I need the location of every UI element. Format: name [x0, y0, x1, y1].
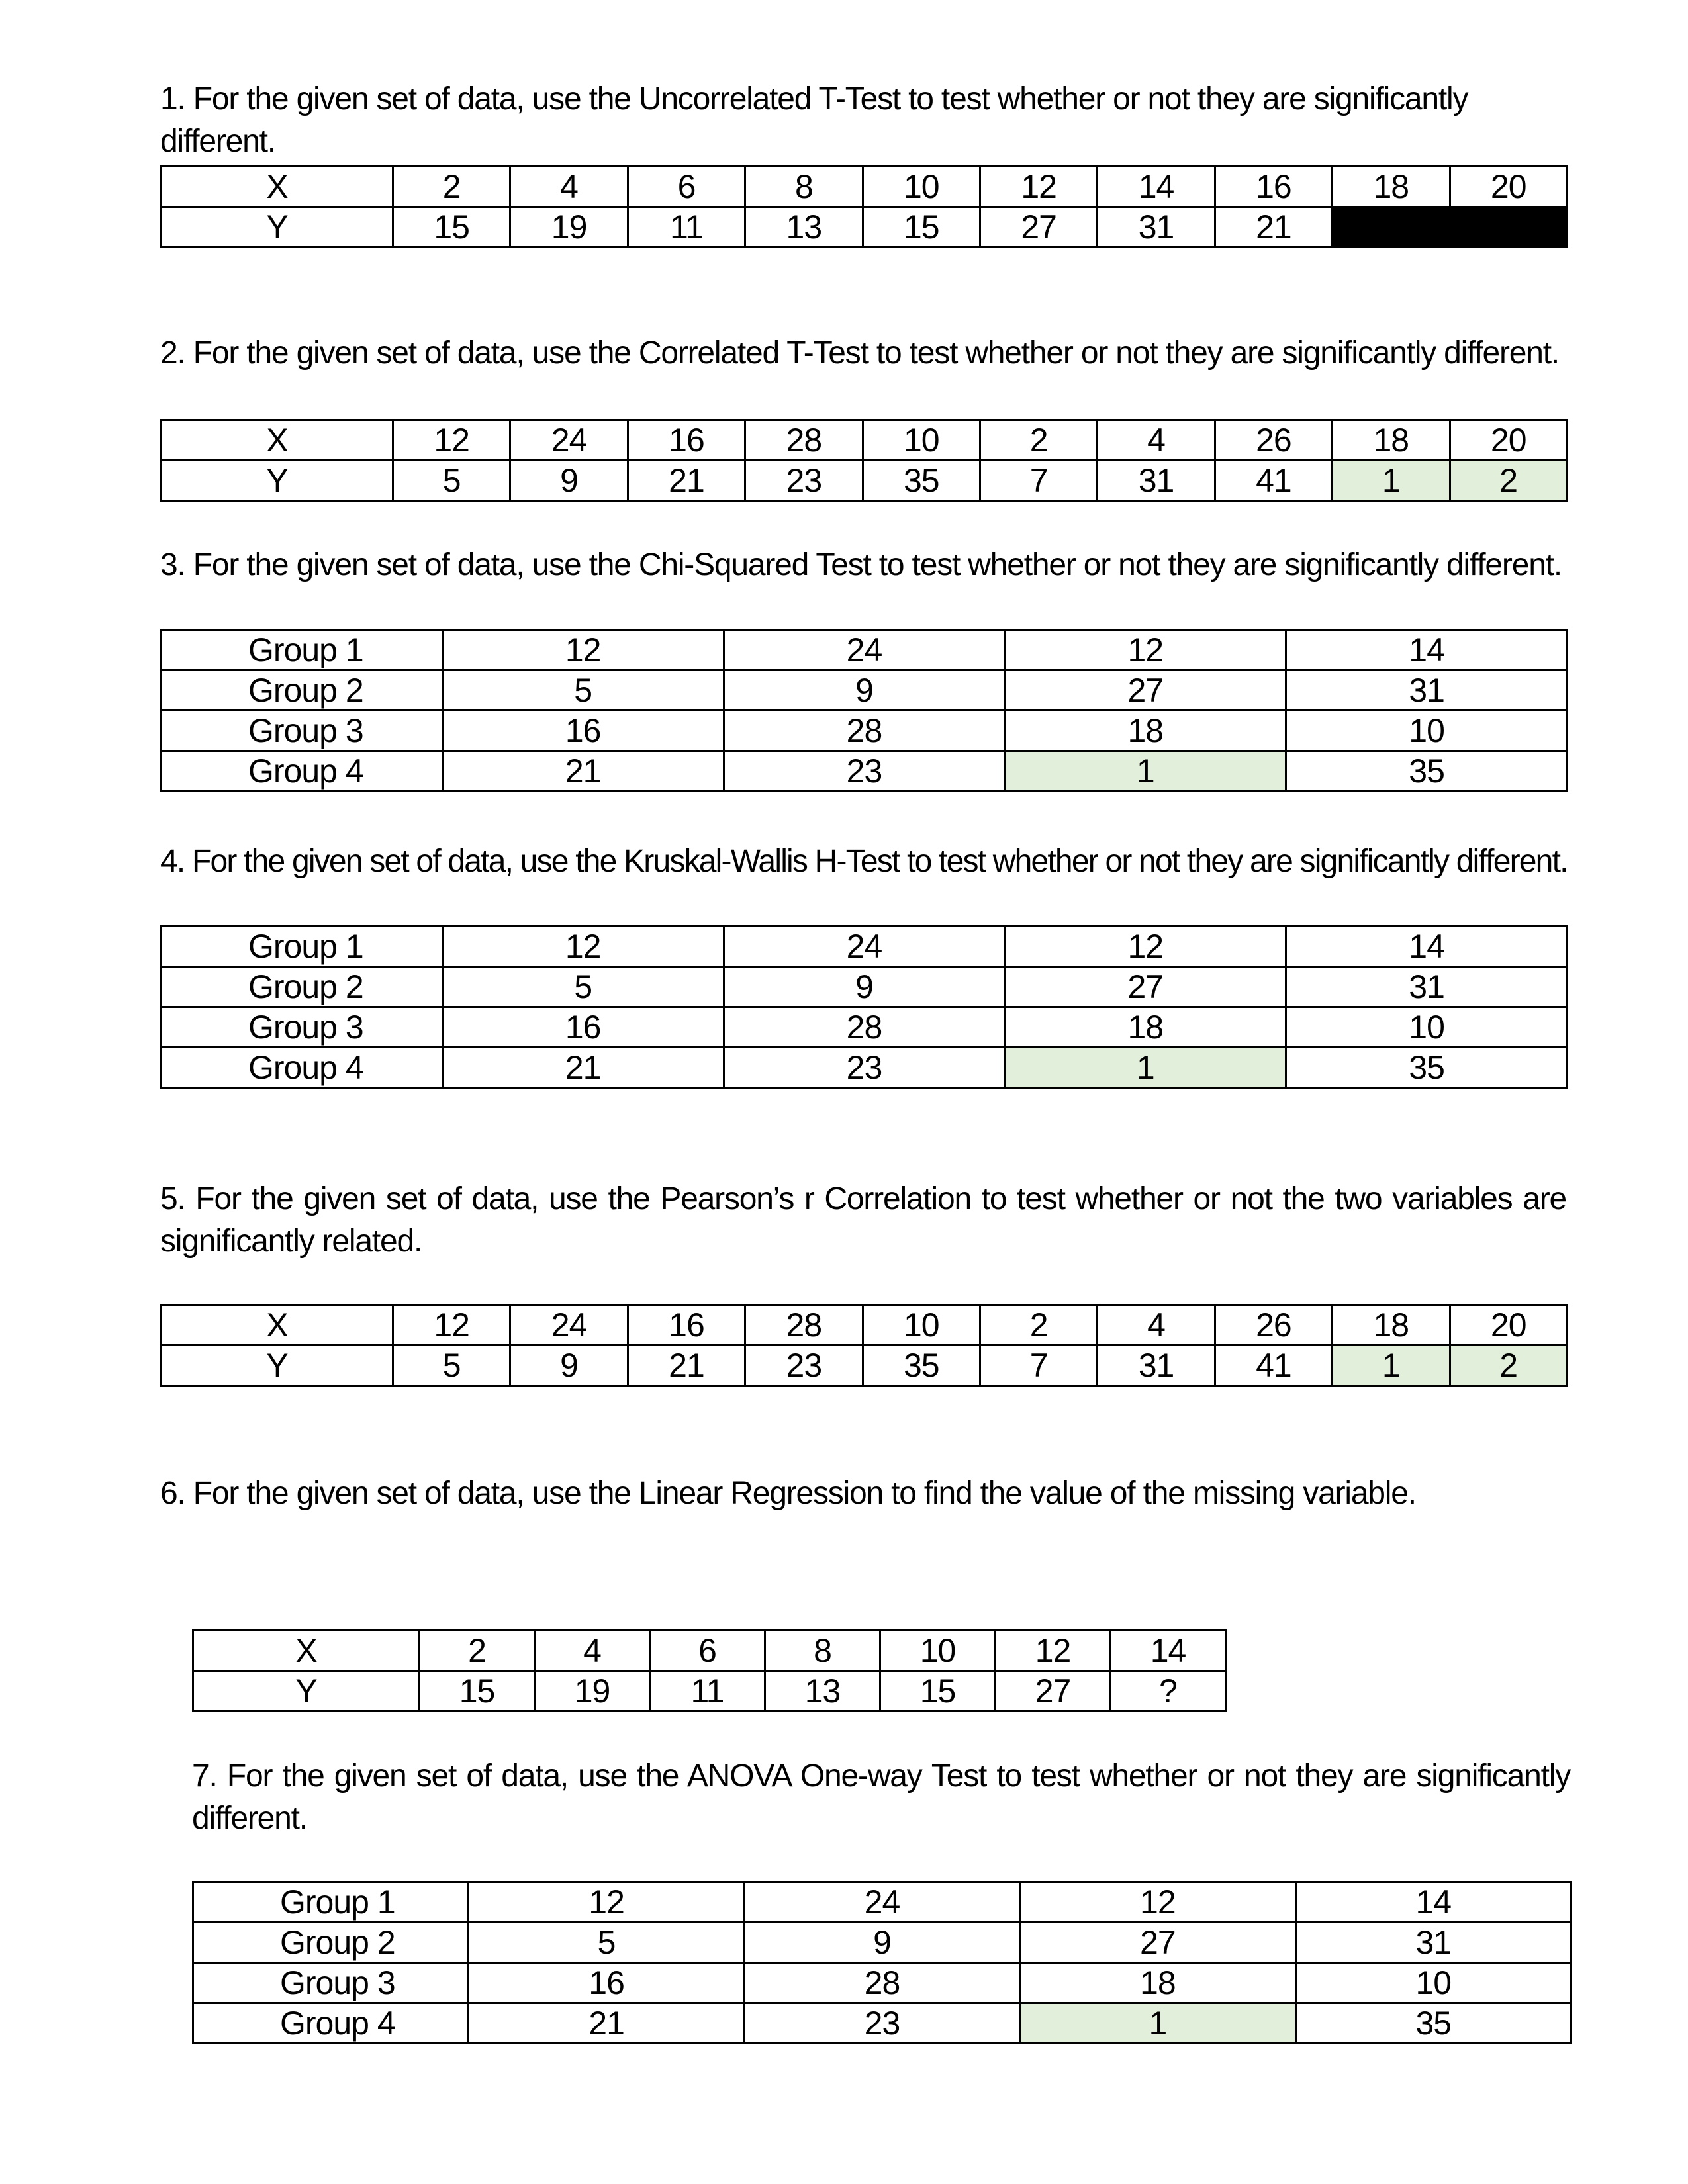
- table-cell: 26: [1215, 420, 1332, 461]
- table-row: [193, 1923, 1571, 1963]
- table-cell: 31: [1286, 967, 1568, 1007]
- table-cell: 10: [863, 420, 980, 461]
- highlighted-cell: 1: [1005, 1048, 1286, 1088]
- blacked-out-cell: [1333, 207, 1450, 248]
- table-row: [162, 711, 1568, 751]
- question-4-text: 4. For the given set of data, use the Kruskal-Wallis H-Test to test whether or not they are significantly different.: [160, 844, 1568, 879]
- table-cell: 12: [469, 1882, 744, 1923]
- table-row-x: [162, 167, 1568, 207]
- table-cell: 23: [724, 1048, 1005, 1088]
- table-cell: 23: [744, 2003, 1019, 2044]
- table-cell: 14: [1286, 630, 1568, 670]
- table-row: [193, 1963, 1571, 2003]
- table-cell: 31: [1098, 1345, 1215, 1386]
- table-cell: 15: [420, 1671, 535, 1711]
- row-label: Group 1: [162, 630, 443, 670]
- table-cell: 21: [442, 751, 724, 792]
- table-row-y: [193, 1671, 1226, 1711]
- table-cell: 12: [996, 1631, 1111, 1671]
- table-cell: 35: [1286, 1048, 1568, 1088]
- table-cell: 10: [880, 1631, 996, 1671]
- table-row: [162, 967, 1568, 1007]
- question-3-text: 3. For the given set of data, use the Chi-Squared Test to test whether or not they are significantly different.: [160, 547, 1562, 582]
- row-label: Group 2: [162, 670, 443, 711]
- table-cell: 31: [1098, 207, 1215, 248]
- table-cell: 9: [724, 670, 1005, 711]
- table-cell: 27: [996, 1671, 1111, 1711]
- row-label: Group 3: [162, 711, 443, 751]
- table-cell: 9: [744, 1923, 1019, 1963]
- table-cell: 21: [1215, 207, 1332, 248]
- table-cell: 4: [535, 1631, 650, 1671]
- table-row: [162, 630, 1568, 670]
- table-cell: 27: [1005, 670, 1286, 711]
- row-label: Group 1: [162, 927, 443, 967]
- table-cell: 27: [980, 207, 1097, 248]
- table-cell: 16: [442, 1007, 724, 1048]
- table-cell: 10: [863, 1305, 980, 1345]
- question-1-text: 1. For the given set of data, use the Uncorrelated T-Test to test whether or not they are significantly different.: [160, 81, 1468, 159]
- table-cell: 12: [393, 420, 510, 461]
- table-cell: 20: [1450, 167, 1567, 207]
- table-cell: 13: [745, 207, 863, 248]
- row-label: Group 4: [162, 1048, 443, 1088]
- table-cell: 18: [1005, 711, 1286, 751]
- table-cell: 24: [744, 1882, 1019, 1923]
- table-cell: 24: [724, 630, 1005, 670]
- table-cell: 5: [393, 1345, 510, 1386]
- table-row: [193, 1882, 1571, 1923]
- question-5-text: 5. For the given set of data, use the Pearson’s r Correlation to test whether or not the two variables are significantly related.: [160, 1181, 1566, 1259]
- table-cell: 24: [510, 420, 628, 461]
- highlighted-cell: 1: [1005, 751, 1286, 792]
- table-cell: 21: [628, 461, 745, 501]
- table-row: [162, 927, 1568, 967]
- table-row: [162, 751, 1568, 792]
- table-cell: 41: [1215, 1345, 1332, 1386]
- missing-value-cell: ?: [1111, 1671, 1226, 1711]
- table-cell: 27: [1020, 1923, 1295, 1963]
- table-cell: 31: [1098, 461, 1215, 501]
- table-row-x: [162, 1305, 1568, 1345]
- table-cell: 23: [724, 751, 1005, 792]
- table-cell: 21: [442, 1048, 724, 1088]
- table-cell: 28: [745, 1305, 863, 1345]
- row-label: Y: [162, 207, 393, 248]
- table-row-x: [162, 420, 1568, 461]
- row-label: Group 2: [193, 1923, 469, 1963]
- table-cell: 31: [1286, 670, 1568, 711]
- table-row: [162, 1007, 1568, 1048]
- table-cell: 9: [510, 461, 628, 501]
- table-cell: 6: [650, 1631, 765, 1671]
- row-label: Y: [162, 1345, 393, 1386]
- table-cell: 4: [1098, 420, 1215, 461]
- table-cell: 24: [724, 927, 1005, 967]
- table-cell: 27: [1005, 967, 1286, 1007]
- table-cell: 28: [744, 1963, 1019, 2003]
- table-cell: 35: [1286, 751, 1568, 792]
- question-2-table: [160, 419, 1568, 502]
- table-cell: 5: [442, 967, 724, 1007]
- table-cell: 15: [393, 207, 510, 248]
- table-row: [193, 2003, 1571, 2044]
- table-cell: 18: [1333, 420, 1450, 461]
- table-cell: 20: [1450, 1305, 1567, 1345]
- table-cell: 2: [980, 420, 1097, 461]
- table-cell: 16: [469, 1963, 744, 2003]
- table-cell: 10: [1295, 1963, 1571, 2003]
- table-cell: 13: [765, 1671, 880, 1711]
- table-cell: 6: [628, 167, 745, 207]
- table-cell: 4: [1098, 1305, 1215, 1345]
- table-cell: 10: [863, 167, 980, 207]
- table-cell: 5: [442, 670, 724, 711]
- table-cell: 18: [1333, 1305, 1450, 1345]
- highlighted-cell: 2: [1450, 461, 1567, 501]
- table-cell: 31: [1295, 1923, 1571, 1963]
- table-cell: 14: [1286, 927, 1568, 967]
- table-cell: 14: [1098, 167, 1215, 207]
- question-3-table: [160, 629, 1568, 792]
- table-row-y: [162, 207, 1568, 248]
- highlighted-cell: 1: [1020, 2003, 1295, 2044]
- table-cell: 11: [628, 207, 745, 248]
- row-label: Group 3: [193, 1963, 469, 2003]
- table-cell: 19: [535, 1671, 650, 1711]
- question-2-text: 2. For the given set of data, use the Correlated T-Test to test whether or not they are significantly different.: [160, 336, 1560, 371]
- table-cell: 35: [863, 1345, 980, 1386]
- table-cell: 12: [1005, 927, 1286, 967]
- table-cell: 26: [1215, 1305, 1332, 1345]
- table-cell: 9: [510, 1345, 628, 1386]
- table-cell: 18: [1333, 167, 1450, 207]
- table-cell: 18: [1005, 1007, 1286, 1048]
- row-label: Y: [193, 1671, 420, 1711]
- table-cell: 12: [393, 1305, 510, 1345]
- table-cell: 18: [1020, 1963, 1295, 2003]
- row-label: X: [162, 1305, 393, 1345]
- question-7-table: [192, 1881, 1572, 2044]
- table-cell: 24: [510, 1305, 628, 1345]
- question-6-text: 6. For the given set of data, use the Linear Regression to find the value of the missing variable.: [160, 1476, 1416, 1511]
- question-4-table: [160, 925, 1568, 1089]
- blacked-out-cell: [1450, 207, 1567, 248]
- table-cell: 2: [420, 1631, 535, 1671]
- table-cell: 28: [724, 711, 1005, 751]
- table-row: [162, 670, 1568, 711]
- table-cell: 35: [863, 461, 980, 501]
- table-cell: 10: [1286, 711, 1568, 751]
- table-cell: 8: [745, 167, 863, 207]
- table-cell: 7: [980, 1345, 1097, 1386]
- table-cell: 14: [1295, 1882, 1571, 1923]
- table-cell: 20: [1450, 420, 1567, 461]
- table-cell: 12: [1005, 630, 1286, 670]
- highlighted-cell: 1: [1333, 1345, 1450, 1386]
- highlighted-cell: 1: [1333, 461, 1450, 501]
- row-label: Y: [162, 461, 393, 501]
- table-row-y: [162, 1345, 1568, 1386]
- table-cell: 8: [765, 1631, 880, 1671]
- row-label: X: [193, 1631, 420, 1671]
- row-label: Group 4: [162, 751, 443, 792]
- highlighted-cell: 2: [1450, 1345, 1567, 1386]
- table-cell: 15: [880, 1671, 996, 1711]
- table-cell: 41: [1215, 461, 1332, 501]
- table-cell: 19: [510, 207, 628, 248]
- table-cell: 35: [1295, 2003, 1571, 2044]
- table-row: [162, 1048, 1568, 1088]
- table-cell: 12: [980, 167, 1097, 207]
- table-cell: 15: [863, 207, 980, 248]
- row-label: X: [162, 167, 393, 207]
- table-cell: 28: [745, 420, 863, 461]
- table-cell: 2: [393, 167, 510, 207]
- table-cell: 21: [628, 1345, 745, 1386]
- table-cell: 16: [628, 420, 745, 461]
- row-label: Group 4: [193, 2003, 469, 2044]
- table-cell: 28: [724, 1007, 1005, 1048]
- table-cell: 7: [980, 461, 1097, 501]
- question-7-text: 7. For the given set of data, use the ANOVA One-way Test to test whether or not they are significantly different.: [192, 1758, 1570, 1836]
- table-cell: 23: [745, 461, 863, 501]
- table-cell: 9: [724, 967, 1005, 1007]
- table-cell: 21: [469, 2003, 744, 2044]
- table-cell: 5: [393, 461, 510, 501]
- table-cell: 12: [442, 630, 724, 670]
- table-cell: 12: [442, 927, 724, 967]
- question-5-table: [160, 1304, 1568, 1387]
- table-cell: 4: [510, 167, 628, 207]
- table-cell: 11: [650, 1671, 765, 1711]
- table-cell: 12: [1020, 1882, 1295, 1923]
- table-cell: 14: [1111, 1631, 1226, 1671]
- table-cell: 2: [980, 1305, 1097, 1345]
- row-label: Group 3: [162, 1007, 443, 1048]
- row-label: Group 2: [162, 967, 443, 1007]
- question-1-table: [160, 165, 1568, 248]
- question-6-table: [192, 1629, 1227, 1712]
- table-row-x: [193, 1631, 1226, 1671]
- table-cell: 10: [1286, 1007, 1568, 1048]
- table-cell: 16: [1215, 167, 1332, 207]
- table-cell: 16: [442, 711, 724, 751]
- table-cell: 23: [745, 1345, 863, 1386]
- table-cell: 5: [469, 1923, 744, 1963]
- table-cell: 16: [628, 1305, 745, 1345]
- table-row-y: [162, 461, 1568, 501]
- row-label: X: [162, 420, 393, 461]
- row-label: Group 1: [193, 1882, 469, 1923]
